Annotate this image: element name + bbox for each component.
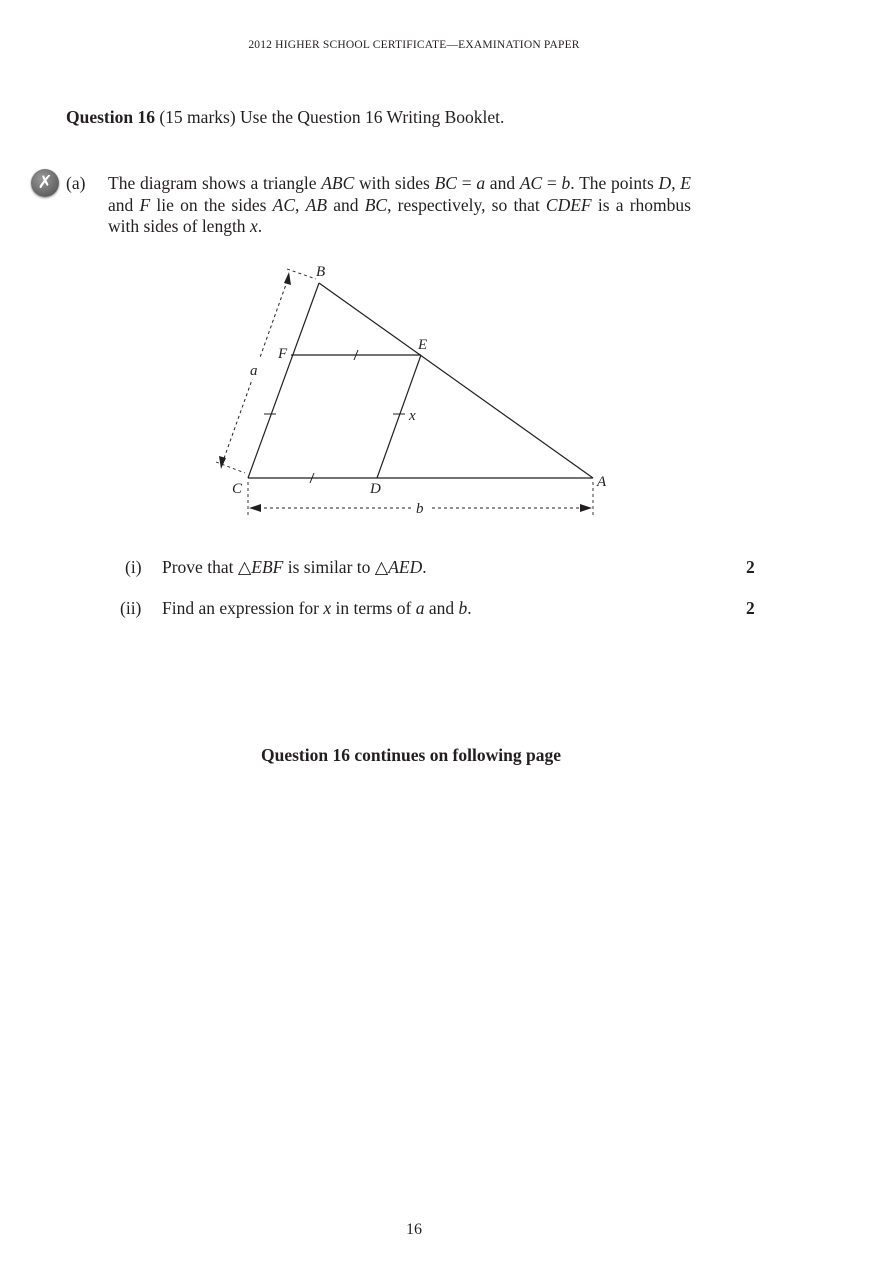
part-a-text — [108, 173, 691, 238]
text-run: Prove that — [162, 557, 238, 577]
subpart-ii-label: (ii) — [120, 598, 142, 618]
question-marks-text: (15 marks) Use the Question 16 Writing Booklet. — [159, 107, 505, 127]
text-run: . — [257, 216, 263, 236]
math-symbol: E — [680, 173, 691, 193]
text-run: = — [456, 173, 477, 193]
arrowhead-a-bottom — [219, 456, 226, 469]
subpart-i-label: (i) — [125, 557, 142, 577]
text-run: in terms of — [331, 598, 416, 618]
page-header: 2012 HIGHER SCHOOL CERTIFICATE—EXAMINATION PAPER — [248, 39, 580, 51]
math-symbol: D — [658, 173, 672, 193]
math-symbol: AC — [519, 173, 543, 193]
label-e-vertex: E — [418, 337, 428, 353]
text-run: and — [108, 194, 140, 215]
text-run: . The points — [570, 173, 659, 193]
rhombus-triangle-diagram — [195, 250, 635, 530]
text-run: △ — [237, 557, 252, 577]
text-run: △ — [374, 557, 389, 577]
text-run: is similar to — [283, 557, 375, 577]
subpart-ii-text — [162, 598, 472, 619]
math-symbol: EBF — [251, 557, 284, 577]
label-x-side: x — [409, 408, 416, 424]
math-symbol: AC — [272, 194, 296, 215]
side-ab — [319, 283, 593, 478]
text-run: and — [424, 598, 459, 618]
text-run: , respectively, so that — [387, 194, 546, 215]
text-run: . — [422, 557, 427, 577]
math-symbol: x — [323, 598, 332, 618]
page-number: 16 — [406, 1221, 422, 1238]
subpart-i-marks: 2 — [746, 557, 755, 577]
continues-note: Question 16 continues on following page — [261, 745, 561, 765]
math-symbol: ABC — [321, 173, 355, 193]
text-run: The diagram shows a triangle — [108, 173, 322, 193]
label-a-vertex: A — [597, 474, 607, 490]
text-run: . — [467, 598, 472, 618]
question-title: Question 16 — [66, 107, 155, 127]
label-a-side: a — [250, 363, 258, 379]
arrowhead-a-top — [284, 272, 291, 285]
math-symbol: a — [415, 598, 425, 618]
label-b-vertex: B — [316, 264, 326, 280]
text-run: and — [327, 194, 365, 215]
math-symbol: BC — [364, 194, 388, 215]
math-symbol: AB — [305, 194, 328, 215]
text-run: Find an expression for — [162, 598, 324, 618]
text-run: lie on the sides — [150, 194, 273, 215]
arrowhead-b-left — [249, 504, 261, 512]
math-symbol: x — [249, 216, 258, 236]
math-symbol: a — [476, 173, 486, 193]
math-symbol: CDEF — [545, 194, 592, 215]
subpart-ii-marks: 2 — [746, 598, 755, 618]
math-symbol: BC — [434, 173, 457, 193]
text-run: = — [542, 173, 562, 193]
text-run: , — [671, 173, 681, 193]
math-symbol: F — [139, 194, 151, 215]
subpart-i-text — [162, 557, 427, 578]
math-symbol: AED — [388, 557, 423, 577]
math-symbol: b — [458, 598, 468, 618]
text-run: and — [485, 173, 520, 193]
label-c-vertex: C — [232, 481, 243, 497]
arrowhead-b-right — [580, 504, 592, 512]
text-run: is a rhombus with sides of length — [108, 194, 691, 236]
part-a-label: (a) — [66, 173, 86, 193]
side-bc — [248, 283, 319, 478]
text-run: with sides — [354, 173, 435, 193]
text-run: , — [295, 194, 306, 215]
label-f-vertex: F — [278, 346, 288, 362]
label-d-vertex: D — [370, 481, 381, 497]
question-heading — [66, 107, 504, 128]
label-b-side: b — [416, 501, 424, 517]
math-symbol: b — [561, 173, 571, 193]
extension-b — [287, 269, 316, 279]
cross-mark-icon[interactable]: ✗ — [31, 169, 59, 197]
